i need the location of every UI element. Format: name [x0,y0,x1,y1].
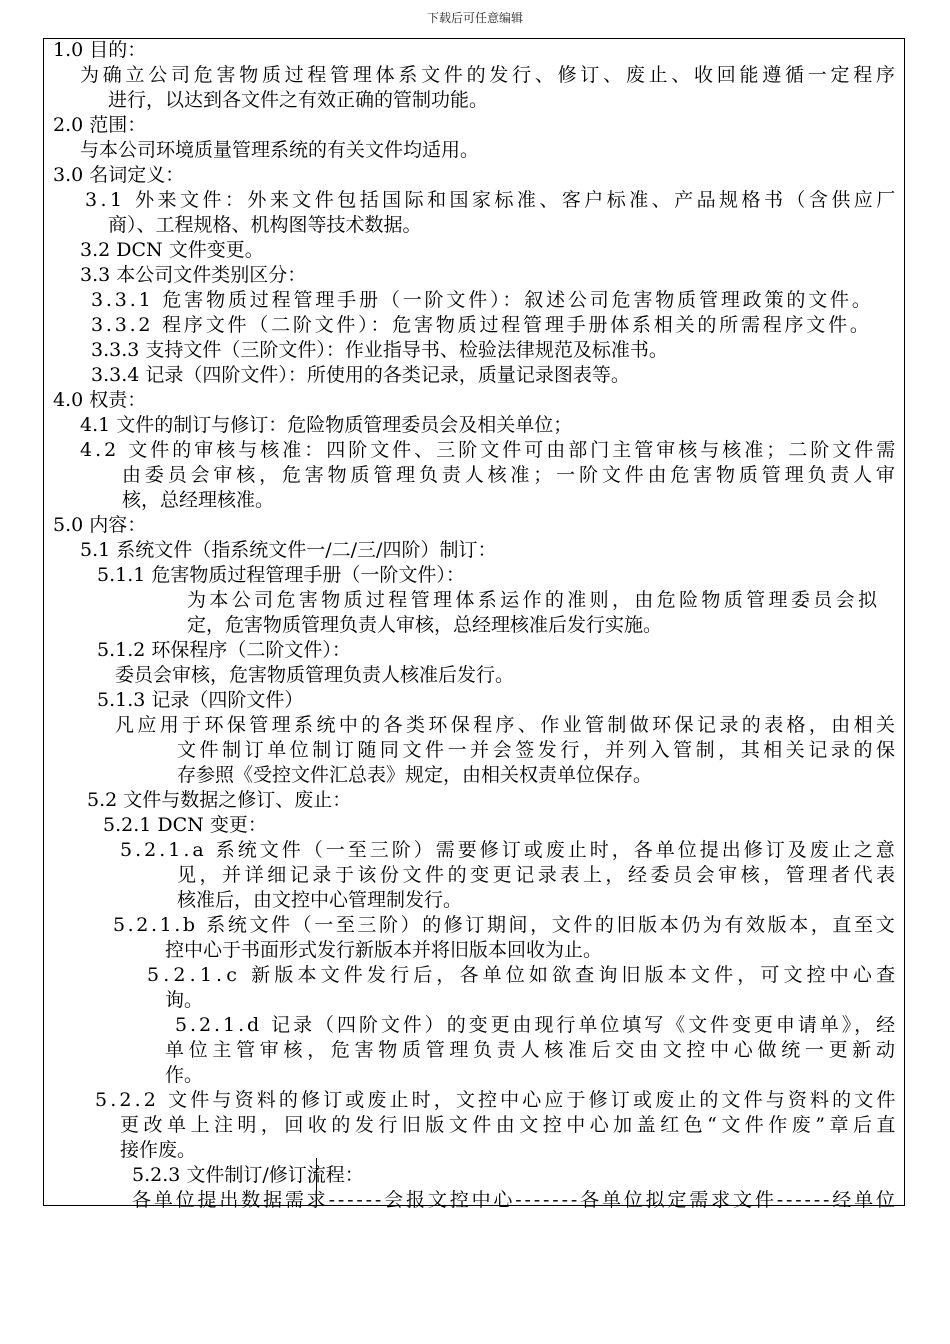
paragraph-line: 定，危害物质管理负责人审核，总经理核准后发行实施。 [187,614,663,636]
paragraph-line: 文件制订单位制订随同文件一并会签发行，并列入管制，其相关记录的保 [177,739,899,761]
paragraph-line: 4.2 文件的审核与核准：四阶文件、三阶文件可由部门主管审核与核准；二阶文件需 [80,439,899,461]
section-heading-purpose: 1.0 目的： [53,39,147,61]
paragraph-line: 为本公司危害物质过程管理体系运作的准则，由危险物质管理委员会拟 [187,589,881,611]
paragraph-line: 存参照《受控文件汇总表》规定，由相关权责单位保存。 [177,764,653,786]
paragraph-line: 5.1.2 环保程序（二阶文件）： [97,639,351,661]
paragraph-line: 5.2.2 文件与资料的修订或废止时，文控中心应于修订或废止的文件与资料的文件 [95,1089,899,1111]
paragraph-line: 4.1 文件的制订与修订：危险物质管理委员会及相关单位； [80,414,573,436]
paragraph-line: 核准后，由文控中心管理制发行。 [177,889,463,911]
paragraph-line: 3.3.3 支持文件（三阶文件）：作业指导书、检验法律规范及标准书。 [91,339,668,361]
paragraph-line: 询。 [165,989,204,1011]
paragraph-line: 5.2.1.c 新版本文件发行后，各单位如欲查询旧版本文件，可文控中心查 [147,964,900,986]
page-header-note: 下载后可任意编辑 [426,11,523,25]
paragraph-line: 5.1 系统文件（指系统文件一/二/三/四阶）制订： [80,539,497,561]
paragraph-line: 3.3.4 记录（四阶文件）：所使用的各类记录，质量记录图表等。 [91,364,630,386]
paragraph-line: 委员会审核，危害物质管理负责人核准后发行。 [115,664,515,686]
paragraph-line: 为确立公司危害物质过程管理体系文件的发行、修订、废止、收回能遵循一定程序 [80,64,899,86]
paragraph-line: 3.2 DCN 文件变更。 [80,239,264,261]
section-heading-scope: 2.0 范围： [53,114,147,136]
paragraph-line: 由委员会审核，危害物质管理负责人核准；一阶文件由危害物质管理负责人审 [122,464,899,486]
paragraph-line: 5.2 文件与数据之修订、废止： [87,789,352,811]
paragraph-line: 凡应用于环保管理系统中的各类环保程序、作业管制做环保记录的表格，由相关 [115,714,899,736]
paragraph-line: 接作废。 [120,1139,197,1161]
paragraph-line: 5.2.3 文件制订/修订流程： [132,1164,364,1186]
paragraph-line: 单位主管审核，危害物质管理负责人核准后交由文控中心做统一更新动 [165,1039,900,1061]
paragraph-line: 作。 [165,1064,204,1086]
paragraph-line: 3.1 外来文件：外来文件包括国际和国家标准、客户标准、产品规格书（含供应厂 [85,189,899,211]
section-heading-content: 5.0 内容： [53,514,147,536]
section-heading-responsibilities: 4.0 权责： [53,389,147,411]
paragraph-line: 3.3 本公司文件类别区分： [80,264,307,286]
paragraph-line: 见，并详细记录于该份文件的变更记录表上，经委员会审核，管理者代表 [177,864,899,886]
paragraph-line: 5.2.1.d 记录（四阶文件）的变更由现行单位填写《文件变更申请单》，经 [175,1014,899,1036]
paragraph-line: 进行，以达到各文件之有效正确的管制功能。 [108,89,489,111]
paragraph-line: 5.1.1 危害物质过程管理手册（一阶文件）： [97,564,465,586]
paragraph-line: 各单位提出数据需求------会报文控中心-------各单位拟定需求文件------经单位 [132,1189,898,1211]
paragraph-line: 商）、工程规格、机构图等技术数据。 [108,214,422,236]
paragraph-line: 核，总经理核准。 [122,489,275,511]
paragraph-line: 更改单上注明，回收的发行旧版文件由文控中心加盖红色“文件作废”章后直 [120,1114,900,1136]
paragraph-line: 控中心于书面形式发行新版本并将旧版本回收为止。 [165,939,603,961]
paragraph-line: 5.2.1 DCN 变更： [103,814,267,836]
section-heading-definitions: 3.0 名词定义： [53,164,185,186]
paragraph-line: 3.3.2 程序文件（二阶文件）：危害物质过程管理手册体系相关的所需程序文件。 [91,314,872,336]
paragraph-line: 与本公司环境质量管理系统的有关文件均适用。 [80,139,480,161]
paragraph-line: 5.2.1.b 系统文件（一至三阶）的修订期间，文件的旧版本仍为有效版本，直至文 [113,914,898,936]
paragraph-line: 5.2.1.a 系统文件（一至三阶）需要修订或废止时，各单位提出修订及废止之意 [120,839,898,861]
paragraph-line: 3.3.1 危害物质过程管理手册（一阶文件）：叙述公司危害物质管理政策的文件。 [91,289,874,311]
paragraph-line: 5.1.3 记录（四阶文件） [97,689,304,711]
